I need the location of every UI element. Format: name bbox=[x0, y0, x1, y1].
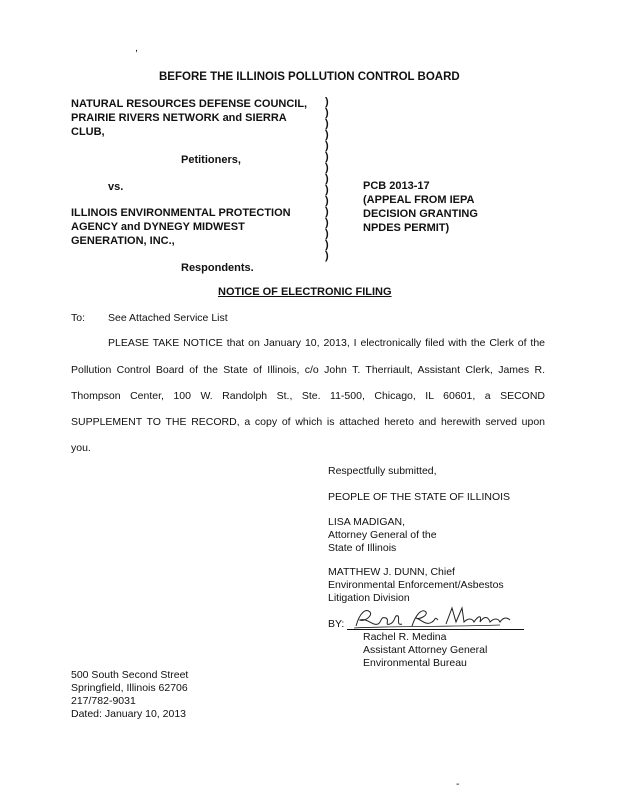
case-number: PCB 2013-17 bbox=[363, 180, 430, 192]
signature-line bbox=[347, 629, 524, 630]
respondents-line-1: ILLINOIS ENVIRONMENTAL PROTECTION bbox=[71, 207, 291, 219]
petitioners-label: Petitioners, bbox=[181, 154, 241, 166]
date-line: Dated: January 10, 2013 bbox=[71, 708, 186, 720]
address-street: 500 South Second Street bbox=[71, 669, 189, 681]
case-line-2: (APPEAL FROM IEPA bbox=[363, 194, 475, 206]
case-line-4: NPDES PERMIT) bbox=[363, 222, 450, 234]
to-value: See Attached Service List bbox=[108, 312, 228, 324]
to-label: To: bbox=[71, 312, 86, 324]
petitioners-line-1: NATURAL RESOURCES DEFENSE COUNCIL, bbox=[71, 98, 308, 110]
signer-title: Assistant Attorney General bbox=[363, 644, 488, 656]
respondents-line-2: AGENCY and DYNEGY MIDWEST bbox=[71, 221, 245, 233]
ag-title: Attorney General of the bbox=[328, 529, 437, 541]
people-of-illinois: PEOPLE OF THE STATE OF ILLINOIS bbox=[328, 491, 511, 503]
address-city: Springfield, Illinois 62706 bbox=[71, 682, 188, 694]
corner-mark: , bbox=[135, 42, 138, 54]
chief-name: MATTHEW J. DUNN, Chief bbox=[328, 566, 455, 578]
petitioners-line-2: PRAIRIE RIVERS NETWORK and SIERRA bbox=[71, 112, 287, 124]
body-line-5: you. bbox=[71, 442, 91, 454]
body-line-2: Pollution Control Board of the State of Illinois, c/o John T. Therriault, Assistant Clerk, James R. bbox=[71, 364, 545, 376]
court-heading: BEFORE THE ILLINOIS POLLUTION CONTROL BOARD bbox=[159, 71, 460, 83]
caption-divider: ) ) ) ) ) ) ) ) ) ) ) ) ) ) ) bbox=[325, 96, 329, 262]
case-line-3: DECISION GRANTING bbox=[363, 208, 478, 220]
respectfully-submitted: Respectfully submitted, bbox=[328, 465, 437, 477]
petitioners-line-3: CLUB, bbox=[71, 126, 105, 138]
respondents-line-3: GENERATION, INC., bbox=[71, 235, 175, 247]
body-line-3: Thompson Center, 100 W. Randolph St., Ste. 11-500, Chicago, IL 60601, a SECOND bbox=[71, 390, 545, 402]
bottom-mark: - bbox=[456, 778, 460, 790]
versus-label: vs. bbox=[108, 181, 124, 193]
signer-name: Rachel R. Medina bbox=[363, 631, 447, 643]
ag-state: State of Illinois bbox=[328, 542, 397, 554]
signer-bureau: Environmental Bureau bbox=[363, 657, 467, 669]
address-phone: 217/782-9031 bbox=[71, 695, 136, 707]
by-label: BY: bbox=[328, 618, 345, 630]
notice-title: NOTICE OF ELECTRONIC FILING bbox=[218, 286, 392, 298]
body-line-1: PLEASE TAKE NOTICE that on January 10, 2013, I electronically filed with the Clerk of the bbox=[108, 337, 545, 349]
handwritten-signature bbox=[350, 604, 530, 632]
chief-division: Environmental Enforcement/Asbestos bbox=[328, 579, 504, 591]
chief-division-2: Litigation Division bbox=[328, 592, 410, 604]
ag-name: LISA MADIGAN, bbox=[328, 516, 406, 528]
body-line-4: SUPPLEMENT TO THE RECORD, a copy of which is attached hereto and herewith served upon bbox=[71, 416, 545, 428]
respondents-label: Respondents. bbox=[181, 262, 254, 274]
